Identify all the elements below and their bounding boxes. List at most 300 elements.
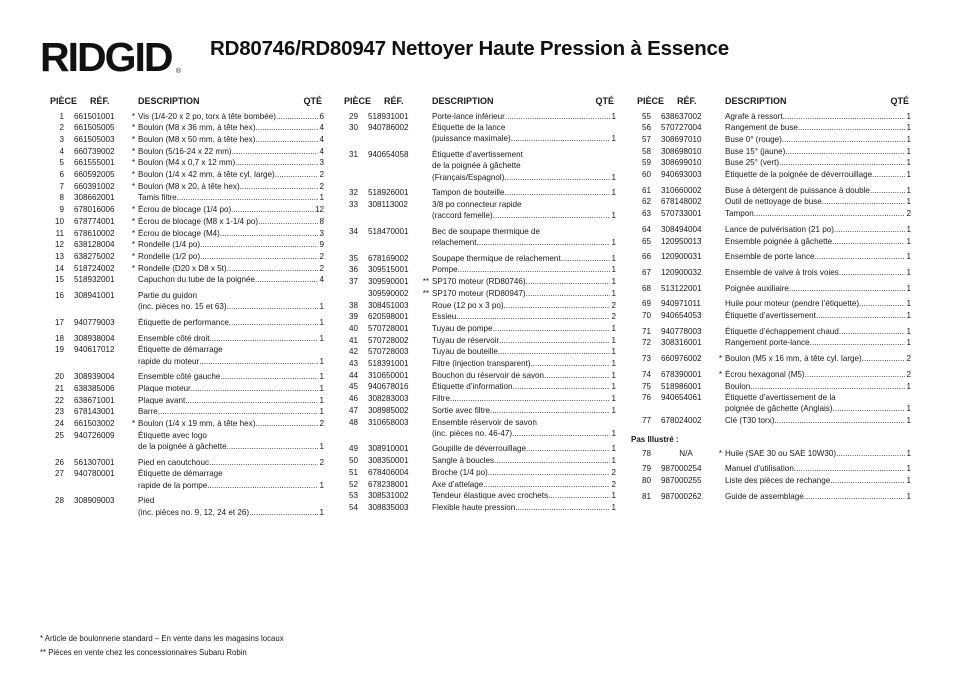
- description-text: Rondelle (1/4 po): [138, 240, 201, 250]
- reference-number: 310660002: [661, 185, 702, 195]
- leader-dots: [783, 111, 906, 122]
- reference-number: 678390001: [661, 369, 702, 379]
- leader-dots: [209, 457, 318, 468]
- leader-dots: [789, 283, 906, 294]
- parts-row: [627, 146, 911, 157]
- description-final-line: [725, 491, 911, 502]
- leader-dots: [505, 111, 611, 122]
- parts-row: [40, 290, 324, 312]
- description-final-line: [432, 381, 616, 392]
- parts-row: [627, 353, 911, 364]
- leader-dots: [232, 146, 319, 157]
- description-final-line: [725, 475, 911, 486]
- header-ref: RÉF.: [384, 96, 404, 106]
- description-line: Ensemble réservoir de savon: [432, 417, 537, 427]
- part-number: 49: [348, 444, 358, 454]
- part-number: 46: [348, 394, 358, 404]
- quantity: 2: [611, 479, 616, 489]
- leader-dots: [504, 172, 610, 183]
- leader-dots: [515, 502, 610, 513]
- part-description: [432, 358, 616, 369]
- parts-row: [627, 463, 911, 474]
- description-text: rapide de la pompe: [138, 480, 208, 490]
- parts-row: [40, 146, 324, 157]
- part-description: [138, 290, 324, 312]
- description-text: Tampon de bouteille: [432, 188, 505, 198]
- not-illustrated-heading: Pas Illustré :: [631, 435, 679, 445]
- parts-row: [334, 264, 616, 275]
- quantity: 2: [319, 419, 324, 429]
- reference-number: 940678016: [368, 382, 409, 392]
- parts-row: [40, 169, 324, 180]
- description-final-line: [432, 370, 616, 381]
- parts-row: [334, 300, 616, 311]
- parts-row: [334, 226, 616, 248]
- reference-number: 308531002: [368, 491, 409, 501]
- header-piece: PIÈCE: [637, 96, 665, 106]
- reference-number: 120900031: [661, 252, 702, 262]
- parts-row: [40, 495, 324, 517]
- part-description: [138, 495, 324, 517]
- reference-number: 308939004: [74, 372, 115, 382]
- part-description: [725, 111, 911, 122]
- description-final-line: [138, 317, 324, 328]
- quantity: 1: [906, 475, 911, 485]
- description-text: Huile pour moteur (pendre l’étiquette): [725, 299, 860, 309]
- reference-number: 570728003: [368, 347, 409, 357]
- description-text: Soupape thermique de relachement: [432, 253, 561, 263]
- part-number: 35: [348, 253, 358, 263]
- description-final-line: [138, 263, 324, 274]
- parts-row: [334, 111, 616, 122]
- parts-row: [627, 381, 911, 392]
- description-text: Lance de pulvérisation (21 po): [725, 224, 834, 234]
- reference-number: 308910001: [368, 444, 409, 454]
- part-description: [138, 395, 324, 406]
- part-number: 30: [348, 123, 358, 133]
- header-ref: RÉF.: [90, 96, 110, 106]
- quantity: 1: [611, 265, 616, 275]
- quantity: 3: [319, 158, 324, 168]
- part-number: 56: [641, 123, 651, 133]
- quantity: 2: [906, 354, 911, 364]
- parts-row: [40, 111, 324, 122]
- leader-dots: [490, 405, 610, 416]
- quantity: 1: [611, 405, 616, 415]
- quantity: 1: [611, 382, 616, 392]
- description-final-line: [432, 133, 616, 144]
- parts-row: [334, 149, 616, 183]
- part-number: 79: [641, 464, 651, 474]
- part-number: 15: [54, 275, 64, 285]
- quantity: 2: [319, 181, 324, 191]
- description-text: Rangement porte-lance: [725, 338, 810, 348]
- reference-number: 661503002: [74, 419, 115, 429]
- description-text: Porte-lance inférieur: [432, 111, 505, 121]
- quantity: 1: [611, 134, 616, 144]
- part-number: 24: [54, 419, 64, 429]
- quantity: 1: [906, 146, 911, 156]
- part-number: 12: [54, 240, 64, 250]
- reference-number: 678143001: [74, 407, 115, 417]
- description-final-line: [432, 393, 616, 404]
- quantity: 1: [611, 111, 616, 121]
- description-text: Tamis filtre: [138, 193, 177, 203]
- reference-number: 638275002: [74, 251, 115, 261]
- footnote-marker: *: [131, 111, 135, 121]
- part-number: 3: [59, 134, 64, 144]
- parts-row: [334, 335, 616, 346]
- leader-dots: [492, 323, 610, 334]
- parts-row: [334, 405, 616, 416]
- description-final-line: [725, 337, 911, 348]
- parts-column-3: [627, 96, 911, 502]
- part-description: [725, 463, 911, 474]
- part-description: [138, 430, 324, 452]
- leader-dots: [199, 356, 318, 367]
- reference-number: 638128004: [74, 240, 115, 250]
- description-final-line: [725, 236, 911, 247]
- leader-dots: [782, 134, 906, 145]
- quantity: 1: [319, 395, 324, 405]
- description-final-line: [725, 146, 911, 157]
- part-description: [432, 455, 616, 466]
- footnote-marker: *: [131, 123, 135, 133]
- quantity: 1: [906, 326, 911, 336]
- description-text: Pompe: [432, 265, 458, 275]
- leader-dots: [810, 337, 906, 348]
- quantity: 1: [611, 359, 616, 369]
- description-text: Écrou de blocage (1/4 po): [138, 205, 232, 215]
- description-text: Filtre (injection transparent): [432, 359, 531, 369]
- parts-row: [334, 443, 616, 454]
- leader-dots: [526, 443, 610, 454]
- description-final-line: [432, 467, 616, 478]
- quantity: 4: [319, 134, 324, 144]
- description-text: Plaque avant: [138, 395, 186, 405]
- part-number: 57: [641, 134, 651, 144]
- part-number: 29: [348, 111, 358, 121]
- description-text: Tampon: [725, 209, 754, 219]
- description-text: Guide de assemblage: [725, 491, 804, 501]
- part-description: [432, 490, 616, 501]
- description-final-line: [432, 358, 616, 369]
- parts-row: [334, 417, 616, 439]
- leader-dots: [249, 507, 318, 518]
- reference-number: 310650001: [368, 370, 409, 380]
- quantity: 1: [906, 170, 911, 180]
- leader-dots: [544, 370, 610, 381]
- description-final-line: [138, 216, 324, 227]
- description-final-line: [725, 122, 911, 133]
- part-number: 66: [641, 252, 651, 262]
- part-description: [138, 468, 324, 490]
- part-number: 32: [348, 188, 358, 198]
- reference-number: 678169002: [368, 253, 409, 263]
- quantity: 9: [319, 240, 324, 250]
- reference-number: 678016006: [74, 205, 115, 215]
- part-description: [432, 393, 616, 404]
- description-text: Axe d’attelage: [432, 479, 484, 489]
- part-description: [138, 157, 324, 168]
- reference-number: 120900032: [661, 267, 702, 277]
- part-number: 42: [348, 347, 358, 357]
- leader-dots: [499, 335, 610, 346]
- quantity: 1: [906, 236, 911, 246]
- description-final-line: [138, 111, 324, 122]
- description-text: Boulon (1/4 x 42 mm, à tête cyl. large): [138, 170, 275, 180]
- part-description: [725, 353, 911, 364]
- quantity: 1: [319, 480, 324, 490]
- part-number: 5: [59, 158, 64, 168]
- part-description: [725, 196, 911, 207]
- description-final-line: [138, 192, 324, 203]
- quantity: 1: [319, 317, 324, 327]
- quantity: 1: [906, 134, 911, 144]
- description-text: Agrafe à ressort: [725, 111, 783, 121]
- part-description: [138, 181, 324, 192]
- part-number: 16: [54, 291, 64, 301]
- quantity: 1: [611, 428, 616, 438]
- reference-number: 678024002: [661, 416, 702, 426]
- header-quantity: QTÉ: [595, 96, 614, 106]
- reference-number: 570733001: [661, 209, 702, 219]
- leader-dots: [526, 276, 611, 287]
- quantity: 1: [611, 335, 616, 345]
- description-text: poignée de gâchette (Anglais): [725, 404, 833, 414]
- footnote-marker: *: [718, 354, 722, 364]
- footnote-marker: *: [131, 228, 135, 238]
- part-description: [432, 226, 616, 248]
- header-ref: RÉF.: [677, 96, 697, 106]
- parts-column-2: [334, 96, 616, 513]
- reference-number: 308662001: [74, 193, 115, 203]
- reference-number: N/A: [679, 448, 693, 458]
- description-text: Manuel d’utilisation: [725, 464, 794, 474]
- part-number: 19: [54, 345, 64, 355]
- leader-dots: [450, 393, 610, 404]
- part-description: [432, 346, 616, 357]
- part-number: 43: [348, 359, 358, 369]
- description-text: Rondelle (1/2 po): [138, 251, 201, 261]
- leader-dots: [779, 157, 905, 168]
- quantity: 1: [319, 302, 324, 312]
- description-final-line: [432, 288, 616, 299]
- parts-row: [40, 371, 324, 382]
- description-text: Filtre: [432, 394, 450, 404]
- reference-number: 940654058: [368, 150, 409, 160]
- part-number: 59: [641, 158, 651, 168]
- leader-dots: [498, 346, 611, 357]
- description-final-line: [725, 267, 911, 278]
- description-final-line: [432, 479, 616, 490]
- description-line: 3/8 po connecteur rapide: [432, 199, 522, 209]
- quantity: 1: [906, 252, 911, 262]
- description-text: Buse 0° (rouge): [725, 134, 782, 144]
- page-title: RD80746/RD80947 Nettoyer Haute Pression à Essence: [210, 37, 729, 60]
- description-final-line: [138, 274, 324, 285]
- description-text: rapide du moteur: [138, 356, 200, 366]
- part-description: [432, 187, 616, 198]
- description-final-line: [725, 369, 911, 380]
- description-text: Poignée auxiliaire: [725, 283, 789, 293]
- leader-dots: [511, 133, 611, 144]
- parts-row: [334, 311, 616, 322]
- description-line: Étiquette de démarrage: [138, 469, 223, 479]
- description-final-line: [725, 326, 911, 337]
- leader-dots: [512, 428, 610, 439]
- footnote-marker: *: [131, 205, 135, 215]
- description-text: Roue (12 po x 3 po): [432, 300, 504, 310]
- parts-row: [627, 134, 911, 145]
- part-description: [725, 475, 911, 486]
- part-description: [138, 418, 324, 429]
- part-number: 23: [54, 407, 64, 417]
- column-header: [627, 96, 911, 110]
- quantity: 2: [611, 300, 616, 310]
- reference-number: 518926001: [368, 188, 409, 198]
- leader-dots: [872, 169, 905, 180]
- description-final-line: [432, 311, 616, 322]
- description-final-line: [725, 403, 911, 414]
- part-description: [432, 199, 616, 221]
- part-number: 81: [641, 491, 651, 501]
- part-description: [432, 253, 616, 264]
- description-final-line: [138, 406, 324, 417]
- description-text: Étiquette d’information: [432, 382, 513, 392]
- quantity: 1: [319, 507, 324, 517]
- quantity: 1: [906, 197, 911, 207]
- part-number: 51: [348, 467, 358, 477]
- leader-dots: [816, 310, 906, 321]
- reference-number: 570728002: [368, 335, 409, 345]
- reference-number: 940971011: [661, 299, 701, 309]
- column-header: [334, 96, 616, 110]
- part-number: 39: [348, 312, 358, 322]
- part-number: 53: [348, 491, 358, 501]
- part-description: [432, 479, 616, 490]
- description-text: Boulon (M8 x 50 mm, à tête hex): [138, 134, 256, 144]
- part-description: [725, 392, 911, 414]
- description-final-line: [432, 172, 616, 183]
- reference-number: 940726009: [74, 430, 115, 440]
- description-text: Rangement de buse: [725, 123, 798, 133]
- quantity: 1: [906, 299, 911, 309]
- reference-number: 660976002: [661, 354, 702, 364]
- leader-dots: [220, 371, 318, 382]
- description-final-line: [432, 253, 616, 264]
- parts-row: [40, 333, 324, 344]
- parts-row: [334, 479, 616, 490]
- part-description: [138, 134, 324, 145]
- parts-row: [627, 326, 911, 337]
- leader-dots: [229, 317, 319, 328]
- leader-dots: [255, 418, 318, 429]
- quantity: 1: [611, 288, 616, 298]
- parts-row: [627, 236, 911, 247]
- reference-number: 987000254: [661, 464, 702, 474]
- reference-number: 638637002: [661, 111, 702, 121]
- parts-row: [40, 204, 324, 215]
- description-line: Partie du guidon: [138, 291, 197, 301]
- quantity: 1: [906, 448, 911, 458]
- quantity: 1: [906, 111, 911, 121]
- description-final-line: [432, 111, 616, 122]
- part-description: [725, 326, 911, 337]
- column-header: [40, 96, 324, 110]
- leader-dots: [191, 383, 319, 394]
- reference-number: 940786002: [368, 123, 409, 133]
- leader-dots: [832, 236, 905, 247]
- part-description: [725, 448, 911, 459]
- part-number: 14: [54, 263, 64, 273]
- parts-row: [334, 199, 616, 221]
- part-description: [725, 369, 911, 380]
- parts-row: [334, 358, 616, 369]
- part-number: 64: [641, 224, 651, 234]
- part-number: 44: [348, 370, 358, 380]
- part-description: [432, 288, 616, 299]
- description-final-line: [725, 310, 911, 321]
- part-description: [725, 415, 911, 426]
- description-text: Écrou hexagonal (M5): [725, 369, 805, 379]
- leader-dots: [870, 185, 906, 196]
- parts-row: [334, 467, 616, 478]
- part-description: [138, 228, 324, 239]
- parts-column-1: [40, 96, 324, 518]
- part-description: [432, 417, 616, 439]
- leader-dots: [227, 301, 319, 312]
- parts-row: [334, 346, 616, 357]
- description-final-line: [138, 204, 324, 215]
- description-text: Outil de nettoyage de buse: [725, 197, 822, 207]
- part-description: [138, 251, 324, 262]
- part-description: [138, 406, 324, 417]
- description-text: Liste des pièces de rechange: [725, 475, 831, 485]
- footnote-dealer-parts: ** Piéces en vente chez les concessionnaires Subaru Robin: [40, 648, 247, 657]
- part-number: 77: [641, 416, 651, 426]
- part-number: 52: [348, 479, 358, 489]
- part-number: 41: [348, 335, 358, 345]
- quantity: 1: [611, 394, 616, 404]
- leader-dots: [754, 208, 906, 219]
- leader-dots: [815, 251, 906, 262]
- header-description: DESCRIPTION: [725, 96, 787, 106]
- leader-dots: [822, 196, 906, 207]
- leader-dots: [258, 216, 318, 227]
- leader-dots: [526, 288, 611, 299]
- description-final-line: [432, 443, 616, 454]
- part-description: [138, 146, 324, 157]
- parts-row: [627, 337, 911, 348]
- description-text: Boulon (M4 x 0,7 x 12 mm): [138, 158, 236, 168]
- description-final-line: [432, 187, 616, 198]
- leader-dots: [830, 475, 905, 486]
- quantity: 1: [906, 123, 911, 133]
- parts-row: [627, 310, 911, 321]
- description-text: Pied en caoutchouc: [138, 457, 210, 467]
- part-number: 20: [54, 372, 64, 382]
- part-number: 80: [641, 475, 651, 485]
- parts-row: [334, 288, 616, 299]
- leader-dots: [158, 406, 319, 417]
- leader-dots: [862, 353, 906, 364]
- part-number: 7: [59, 181, 64, 191]
- description-text: Sortie avec filtre: [432, 405, 491, 415]
- part-description: [725, 491, 911, 502]
- description-final-line: [138, 169, 324, 180]
- footnote-marker: *: [131, 263, 135, 273]
